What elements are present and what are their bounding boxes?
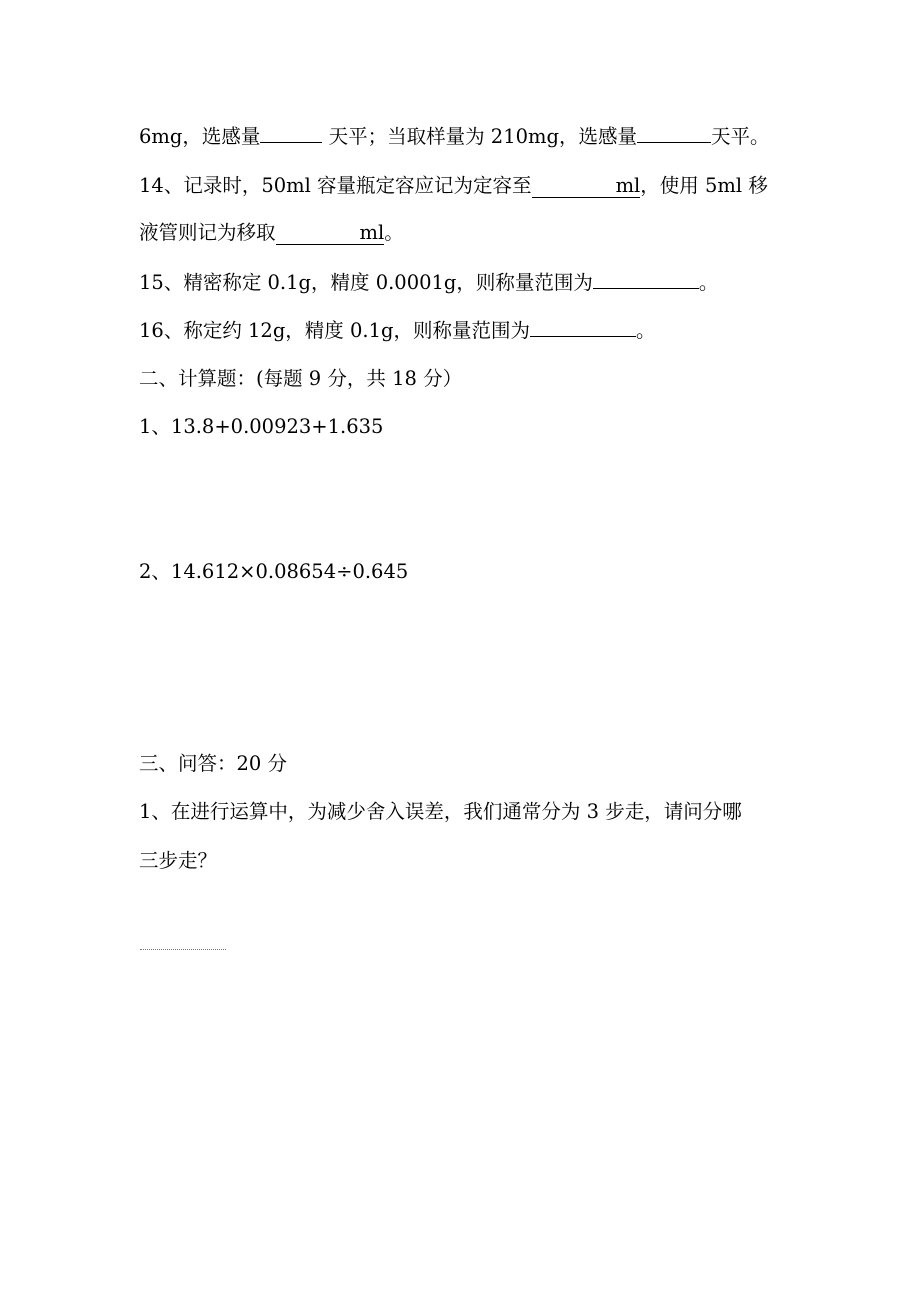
question-14-line-2 (139, 219, 404, 247)
q16-blank[interactable] (530, 316, 636, 337)
q15-text-a: 15、精密称定 0.1g，精度 0.0001g，则称量范围为 (139, 271, 593, 294)
q13-text-c: 天平。 (710, 125, 770, 148)
q15-text-b: 。 (698, 271, 719, 294)
q14-blank-2[interactable] (276, 222, 385, 245)
q14-text-b: ，使用 5ml 移 (640, 174, 768, 197)
q14-unit-1: ml (615, 174, 641, 197)
q15-blank[interactable] (593, 268, 699, 289)
question-14-line-1 (139, 172, 768, 200)
question-13-continuation (139, 122, 770, 151)
q14-blank-1[interactable] (532, 175, 641, 198)
q13-text-b: 天平；当取样量为 210mg，选感量 (322, 125, 637, 148)
q14-text-a: 14、记录时，50ml 容量瓶定容应记为定容至 (139, 174, 532, 197)
q13-text-a: 6mg，选感量 (139, 125, 261, 148)
section-3-heading: 三、问答：20 分 (139, 752, 288, 775)
q16-text-a: 16、称定约 12g，精度 0.1g，则称量范围为 (139, 319, 530, 342)
q13-blank-2[interactable] (637, 122, 711, 143)
q14-text-c: 液管则记为移取 (139, 221, 276, 244)
calc-question-2: 2、14.612×0.08654÷0.645 (139, 560, 409, 583)
qa-question-1-line-2: 三步走？ (139, 849, 218, 872)
q16-text-b: 。 (636, 319, 656, 342)
question-15 (139, 268, 718, 297)
dotted-divider (140, 949, 226, 950)
section-2-heading: 二、计算题：(每题 9 分，共 18 分） (139, 367, 463, 390)
qa-question-1-line-1: 1、在进行运算中，为减少舍入误差，我们通常分为 3 步走，请问分哪 (139, 800, 742, 823)
q14-unit-2: ml (359, 221, 385, 244)
q13-blank-1[interactable] (260, 122, 322, 143)
question-16 (139, 316, 656, 345)
q14-text-d: 。 (384, 221, 404, 244)
calc-question-1: 1、13.8+0.00923+1.635 (139, 415, 384, 438)
